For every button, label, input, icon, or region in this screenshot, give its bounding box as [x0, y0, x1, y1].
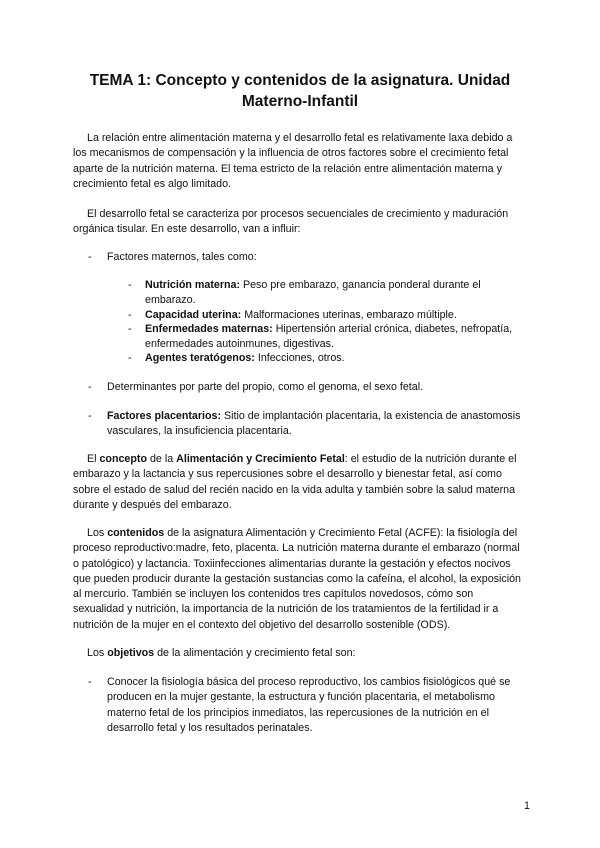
- term-description: Sitio de implantación placentaria, la existencia de anastomosis vasculares, la insuficiencia placentaria.: [107, 410, 521, 438]
- term-label: Factores placentarios:: [107, 410, 222, 422]
- term-description: Malformaciones uterinas, embarazo múltiple.: [241, 309, 457, 321]
- term-label: Agentes teratógenos:: [145, 352, 255, 364]
- sub-list-item-capacidad: [128, 308, 528, 323]
- term-label: Nutrición materna:: [145, 279, 241, 291]
- page-title: TEMA 1: Concepto y contenidos de la asignatura. Unidad Materno-Infantil: [89, 72, 511, 110]
- list-item-objetivo-1: [88, 675, 528, 736]
- page-number: 1: [524, 800, 530, 812]
- concepto-post: : el estudio de la nutrición durante el embarazo y la lactancia y sus repercusiones sobre el desarrollo y bienestar fetal, así como sobre el estado de salud del recién nacido en la vida adulta y también sobre la salud materna durante y después del embarazo.: [73, 453, 517, 511]
- list-item-factores-maternos: [88, 250, 528, 265]
- fetal-development-text: El desarrollo fetal se caracteriza por procesos secuenciales de crecimiento y maduración orgánica tisular. En este desarrollo, van a influir:: [73, 208, 509, 236]
- contenidos-bold: contenidos: [107, 527, 165, 539]
- list-item-placentarios: [88, 409, 528, 440]
- list-item-determinantes: [88, 380, 528, 395]
- concepto-pre: El: [87, 453, 100, 465]
- contenidos-paragraph: [73, 526, 525, 633]
- concepto-paragraph: [73, 452, 525, 513]
- bullet-dash: -: [128, 309, 132, 321]
- term-label: Capacidad uterina:: [145, 309, 242, 321]
- sub-list-item-teratogenos: [128, 351, 528, 366]
- term-description: Infecciones, otros.: [254, 352, 345, 364]
- objetivos-post: de la alimentación y crecimiento fetal son:: [154, 647, 356, 659]
- bullet-dash: -: [88, 381, 92, 393]
- concepto-subject-bold: Alimentación y Crecimiento Fetal: [176, 453, 345, 465]
- bullet-dash: -: [128, 323, 132, 335]
- bullet-dash: -: [88, 251, 92, 263]
- list-item-text: Conocer la fisiología básica del proceso reproductivo, los cambios fisiológicos qué se producen en la mujer gestante, la estructura y función placentaria, el metabolismo materno fetal de los principios inmediatos, las repercusiones de la nutrición en el desarrollo fetal y los resultados perinatales.: [107, 676, 511, 734]
- contenidos-pre: Los: [87, 527, 108, 539]
- objetivos-bold: objetivos: [107, 647, 155, 659]
- bullet-dash: -: [128, 279, 132, 291]
- bullet-dash: -: [88, 410, 92, 422]
- term-description: Peso pre embarazo, ganancia ponderal durante el embarazo.: [145, 279, 481, 307]
- term-description: Hipertensión arterial crónica, diabetes, nefropatía, enfermedades autoinmunes, digestivas.: [145, 323, 513, 351]
- contenidos-post: de la asignatura Alimentación y Crecimiento Fetal (ACFE): la fisiología del proceso reproductivo:madre, feto, placenta. La nutrición materna durante el embarazo (normal o patológico) y lactancia. Toxiinfecciones alimentarias durante la gestación y efectos nocivos que pueden producir durante la gestación sustancias como la cafeína, el alcohol, la exposición al mercurio. También se incluyen los contenidos tres capítulos novedosos, cómo son sexualidad y nutrición, la importancia de la nutrición de los tratamientos de la fertilidad ir a nutrición de la mujer en el contexto del objetivo del desarrollo sostenible (ODS).: [73, 527, 521, 631]
- bullet-dash: -: [128, 352, 132, 364]
- term-label: Enfermedades maternas:: [145, 323, 273, 335]
- objetivos-pre: Los: [87, 647, 108, 659]
- sub-list-item-nutricion: [128, 278, 528, 309]
- fetal-development-paragraph: [73, 207, 525, 238]
- concepto-mid: de la: [147, 453, 177, 465]
- sub-list-item-enfermedades: [128, 322, 528, 353]
- list-item-text: Factores maternos, tales como:: [107, 251, 257, 263]
- concepto-bold: concepto: [99, 453, 147, 465]
- bullet-dash: -: [88, 676, 92, 688]
- intro-paragraph: [73, 131, 525, 192]
- objetivos-paragraph: [73, 646, 525, 661]
- list-item-text: Determinantes por parte del propio, como el genoma, el sexo fetal.: [107, 381, 424, 393]
- intro-text: La relación entre alimentación materna y el desarrollo fetal es relativamente laxa debido a los mecanismos de compensación y la influencia de otros factores sobre el crecimiento fetal aparte de la nutrición materna. El tema estricto de la relación entre alimentación materna y crecimiento fetal es algo limitado.: [73, 132, 513, 190]
